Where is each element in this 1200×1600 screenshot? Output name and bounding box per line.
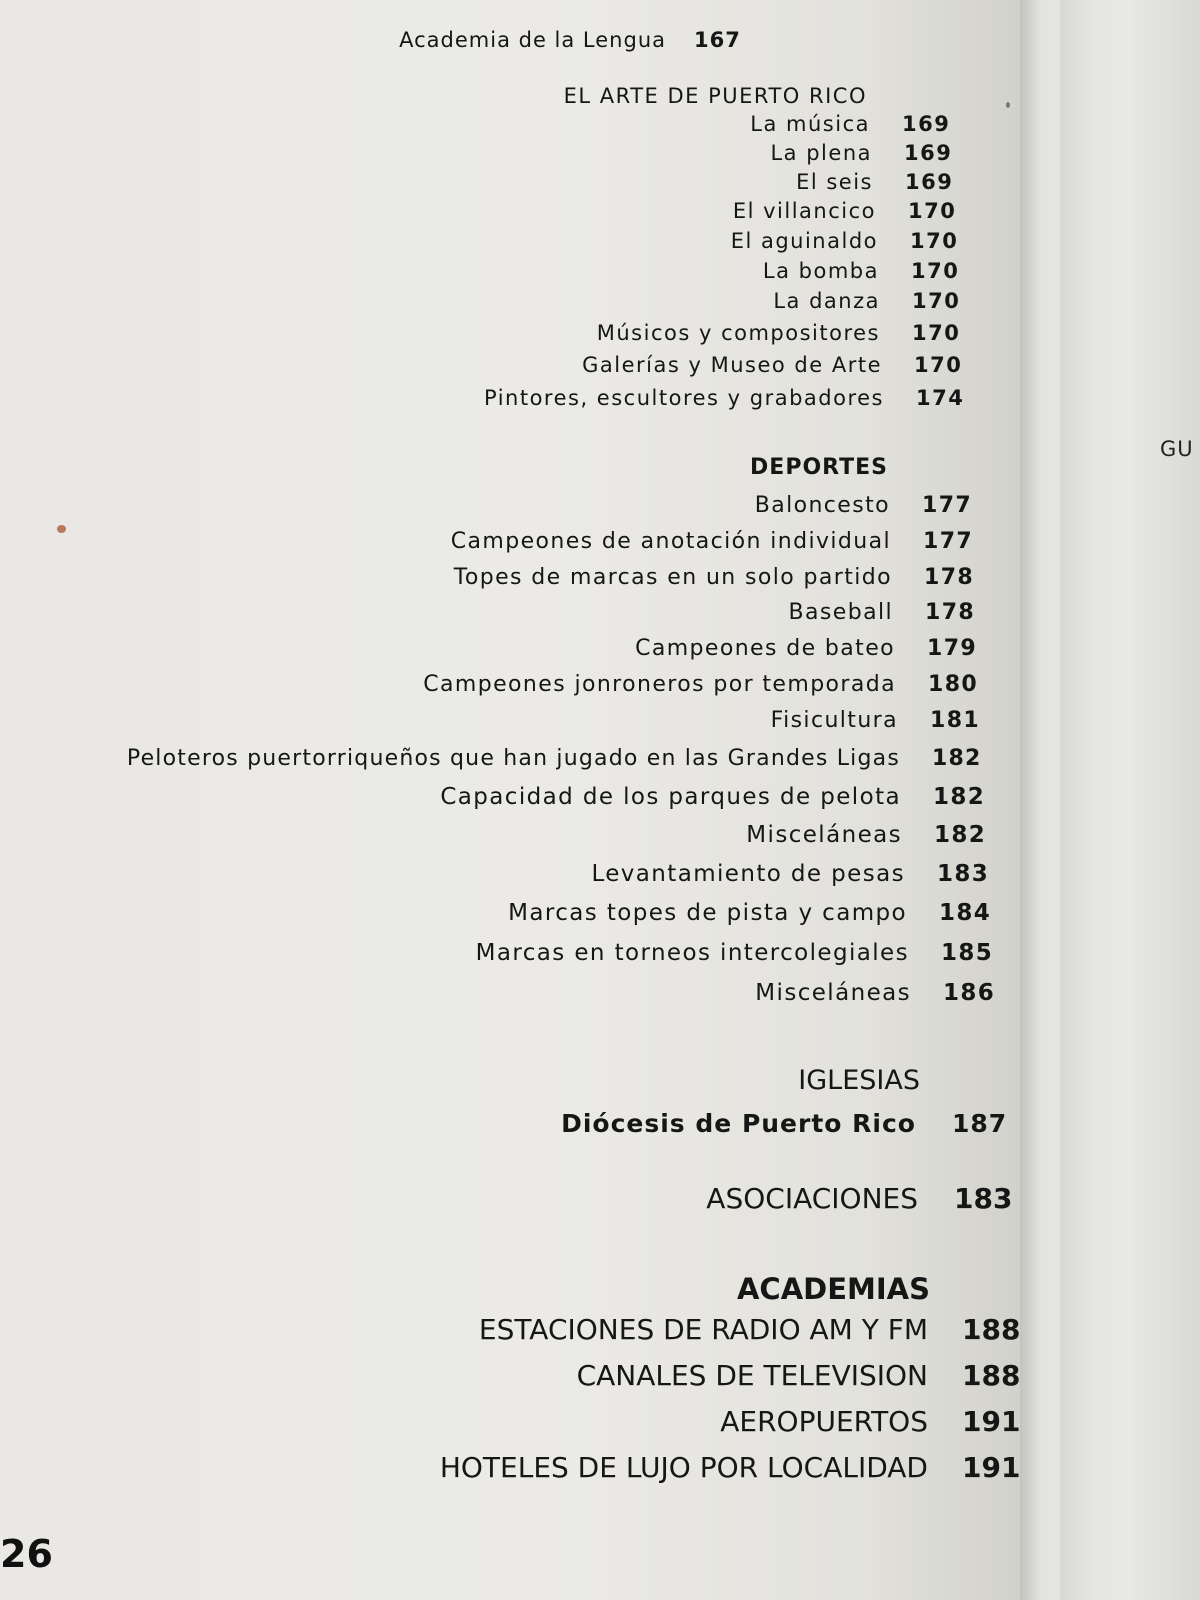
toc-entry-page: 174 [916, 386, 965, 410]
toc-entry-page: 177 [922, 493, 973, 518]
toc-entry [731, 229, 958, 253]
toc-entry-label: El villancico [732, 199, 876, 223]
toc-entry-label: Marcas en torneos intercolegiales [475, 940, 909, 966]
toc-entry-page: 178 [924, 565, 975, 590]
toc-entry [508, 900, 992, 926]
toc-entry-page: 169 [905, 170, 954, 194]
toc-entry-academia [399, 28, 742, 52]
toc-entry [423, 672, 978, 697]
toc-entry-label: Músicos y compositores [596, 321, 880, 345]
toc-entry-label: El seis [796, 170, 873, 194]
toc-entry-diocesis [561, 1109, 1008, 1138]
toc-entry-page: 184 [939, 900, 992, 926]
toc-entry-page: 170 [908, 199, 957, 223]
toc-entry-page: 181 [930, 708, 981, 733]
toc-entry [746, 822, 987, 848]
toc-entry-label: AEROPUERTOS [720, 1405, 928, 1438]
toc-entry-label: Fisicultura [770, 708, 898, 733]
toc-entry [451, 529, 973, 554]
toc-entry-page: 170 [912, 321, 961, 345]
toc-entry-label: Campeones jonroneros por temporada [423, 672, 896, 697]
toc-entry-page: 167 [694, 28, 741, 52]
toc-entry-page: 170 [911, 259, 960, 283]
toc-entry-label: Diócesis de Puerto Rico [561, 1109, 916, 1138]
toc-entry-page: 182 [933, 784, 986, 810]
toc-entry [440, 1451, 1020, 1484]
toc-entry-label: Marcas topes de pista y campo [508, 900, 907, 926]
toc-entry [577, 1359, 1020, 1392]
toc-entry [479, 1313, 1020, 1346]
toc-entry-page: 170 [912, 289, 961, 313]
section-heading-arte: EL ARTE DE PUERTO RICO [563, 84, 867, 108]
toc-entry-label: La bomba [762, 259, 879, 283]
toc-entry [127, 746, 982, 771]
paper-stain [57, 525, 66, 533]
toc-entry-page: 178 [925, 600, 976, 625]
toc-entry-asociaciones [706, 1182, 1013, 1215]
toc-entry-label: La danza [773, 289, 880, 313]
toc-entry-label: CANALES DE TELEVISION [576, 1359, 928, 1392]
toc-entry-page: 170 [914, 353, 963, 377]
adjacent-page-text: GU [1160, 437, 1194, 461]
toc-entry [635, 636, 977, 661]
toc-entry-label: Peloteros puertorriqueños que han jugado en las Grandes Ligas [126, 746, 900, 771]
toc-entry [475, 940, 994, 966]
section-heading-deportes: DEPORTES [750, 455, 888, 480]
toc-entry-label: HOTELES DE LUJO POR LOCALIDAD [439, 1451, 928, 1484]
toc-entry [733, 199, 956, 223]
toc-entry [755, 493, 972, 518]
toc-entry-label: Campeones de anotación individual [450, 529, 891, 554]
toc-entry-page: 186 [943, 980, 996, 1006]
toc-entry-label: La música [750, 112, 870, 136]
toc-entry [582, 353, 962, 377]
toc-entry-page: 191 [962, 1451, 1021, 1484]
toc-entry-label: Levantamiento de pesas [591, 861, 905, 887]
toc-entry [771, 708, 980, 733]
toc-entry [789, 600, 975, 625]
toc-entry-label: Galerías y Museo de Arte [582, 353, 882, 377]
toc-entry-label: Baloncesto [754, 493, 890, 518]
paper-stain [1006, 102, 1010, 108]
toc-entry [591, 861, 990, 887]
toc-entry-page: 182 [932, 746, 982, 771]
toc-entry-label: Pintores, escultores y grabadores [484, 386, 884, 410]
section-heading-academias: ACADEMIAS [736, 1272, 930, 1306]
toc-entry-page: 177 [923, 529, 974, 554]
toc-entry-page: 191 [962, 1405, 1021, 1438]
toc-entry-label: ESTACIONES DE RADIO AM Y FM [478, 1313, 928, 1346]
toc-entry-page: 169 [902, 112, 951, 136]
toc-entry [597, 321, 960, 345]
toc-entry-page: 188 [962, 1313, 1021, 1346]
toc-entry-label: Academia de la Lengua [399, 28, 666, 52]
toc-entry [755, 980, 996, 1006]
toc-entry [763, 259, 959, 283]
toc-entry [454, 565, 974, 590]
toc-entry-label: ASOCIACIONES [706, 1182, 918, 1215]
page-number: 26 [0, 1532, 53, 1576]
toc-entry-label: Misceláneas [755, 980, 911, 1006]
toc-entry-page: 187 [952, 1109, 1008, 1138]
toc-entry-label: Campeones de bateo [635, 636, 895, 661]
toc-entry-label: Misceláneas [746, 822, 902, 848]
toc-entry [720, 1405, 1020, 1438]
toc-entry [440, 784, 986, 810]
toc-entry-page: 183 [937, 861, 990, 887]
toc-entry-label: El aguinaldo [730, 229, 878, 253]
toc-entry-page: 180 [928, 672, 979, 697]
toc-entry-page: 179 [927, 636, 978, 661]
toc-entry [750, 112, 950, 136]
adjacent-page [1020, 0, 1200, 1600]
toc-entry-label: Capacidad de los parques de pelota [440, 784, 901, 810]
section-heading-iglesias: IGLESIAS [798, 1065, 920, 1096]
toc-entry-page: 170 [910, 229, 959, 253]
toc-entry [770, 141, 952, 165]
toc-entry-label: La plena [770, 141, 872, 165]
toc-entry [484, 386, 964, 410]
toc-entry-page: 185 [941, 940, 994, 966]
toc-entry-label: Topes de marcas en un solo partido [453, 565, 892, 590]
toc-entry [796, 170, 953, 194]
toc-entry-page: 183 [954, 1182, 1013, 1215]
toc-entry-page: 169 [904, 141, 953, 165]
toc-entry-page: 188 [962, 1359, 1021, 1392]
page-edge-shadow [1060, 0, 1098, 1600]
toc-entry [773, 289, 960, 313]
toc-entry-label: Baseball [788, 600, 893, 625]
toc-entry-page: 182 [934, 822, 987, 848]
